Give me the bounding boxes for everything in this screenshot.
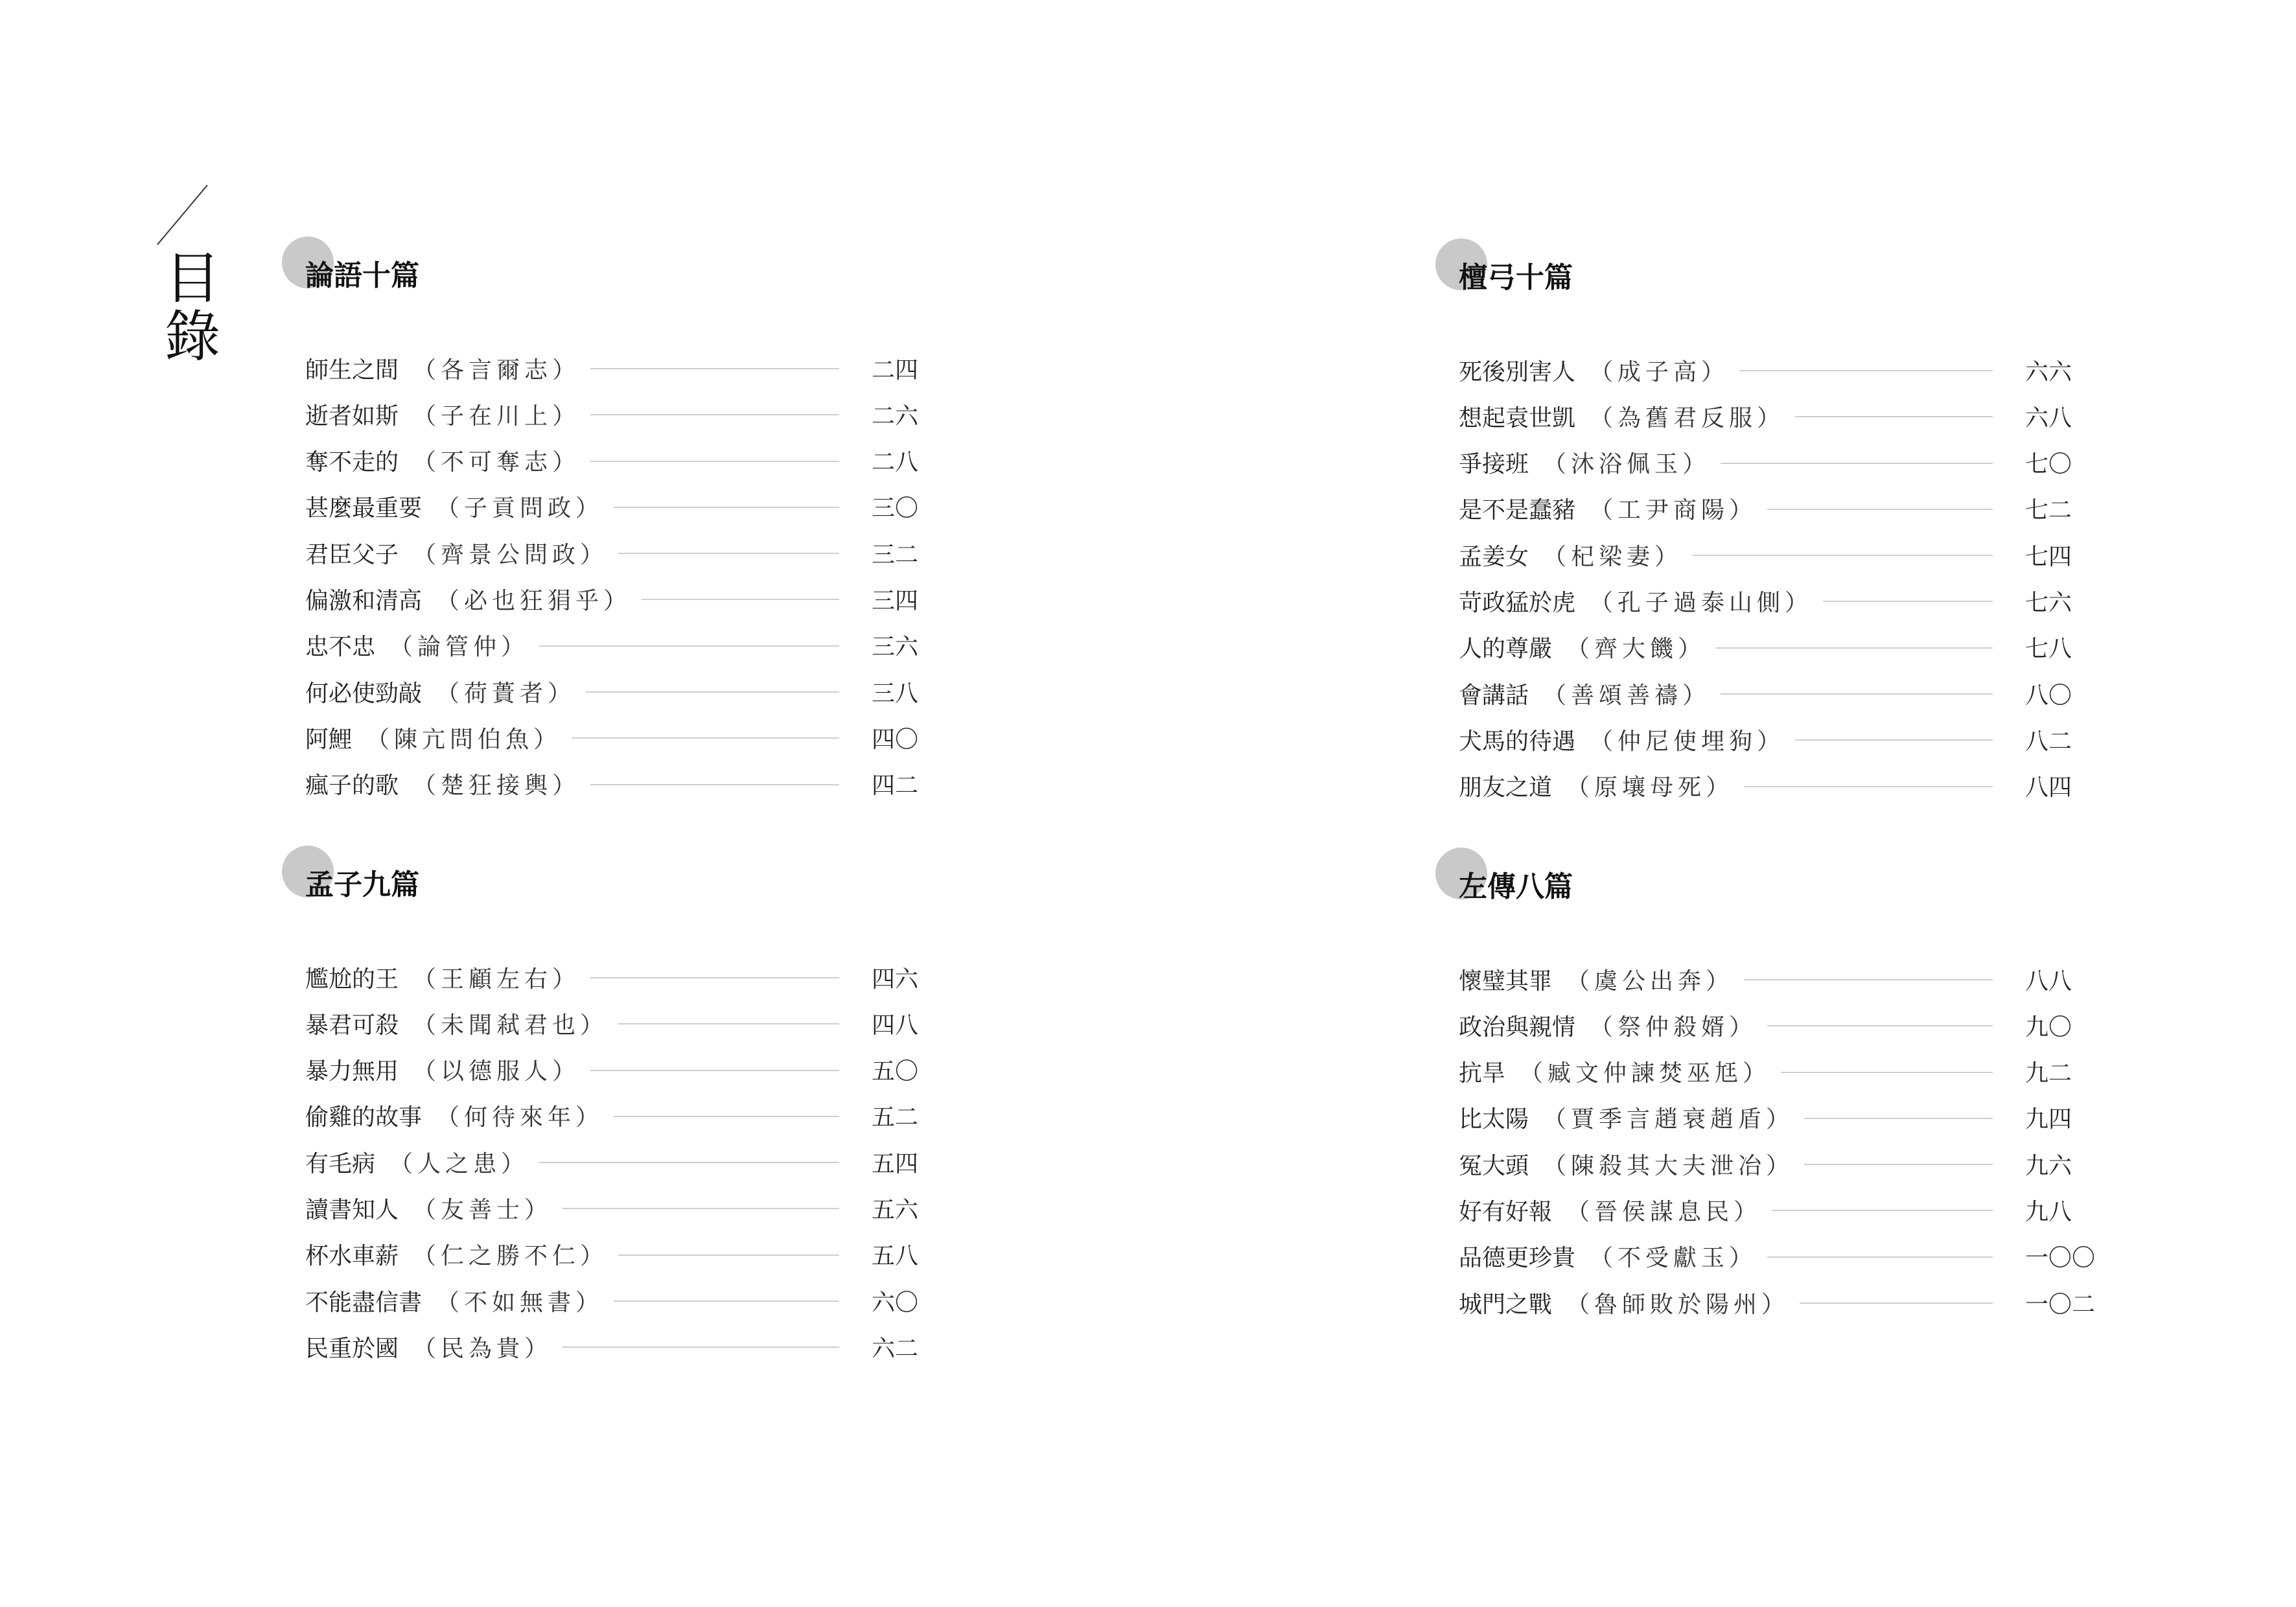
entry-label [1459, 584, 1823, 617]
entry-subtitle: （善頌善禱） [1543, 682, 1711, 709]
entry-page-number: 三四 [872, 587, 919, 614]
toc-entry[interactable] [1435, 631, 2083, 677]
entry-page-number: 八〇 [2025, 682, 2072, 709]
entry-title: 朋友之道 [1459, 774, 1553, 802]
section-header [1435, 848, 2083, 906]
section-title: 檀弓十篇 [1459, 261, 1573, 294]
entry-subtitle: （荷蕢者） [436, 680, 576, 707]
entry-label [1459, 400, 1795, 432]
entry-subtitle: （子在川上） [413, 402, 581, 430]
section-zuozhuan [1435, 848, 2096, 1332]
entry-title: 暴力無用 [305, 1058, 399, 1085]
entry-page-number: 九〇 [2025, 1013, 2072, 1041]
entry-label [305, 445, 590, 477]
entry-page-number: 七〇 [2025, 451, 2072, 478]
entry-subtitle: （齊大饑） [1566, 636, 1706, 663]
entry-page-number: 三六 [872, 634, 919, 661]
entry-subtitle: （未聞弒君也） [413, 1012, 609, 1039]
entry-subtitle: （虞公出奔） [1566, 967, 1734, 995]
entry-subtitle: （友善士） [413, 1196, 553, 1223]
entry-page-number: 八八 [2025, 967, 2072, 995]
toc-entry[interactable] [1435, 963, 2083, 1009]
entry-title: 逝者如斯 [305, 402, 399, 430]
toc-entry[interactable] [1435, 1102, 2083, 1148]
toc-entry[interactable] [1435, 400, 2083, 446]
entry-title: 阿鯉 [305, 726, 353, 753]
entry-page-number: 五二 [872, 1104, 919, 1131]
toc-entry[interactable] [282, 352, 930, 398]
entry-page-number: 八二 [2025, 728, 2072, 755]
entry-label [305, 629, 539, 662]
entry-list [282, 961, 930, 1377]
entry-page-number: 二六 [872, 402, 919, 430]
entry-page-number: 九六 [2025, 1152, 2072, 1179]
entry-page-number: 二四 [872, 356, 919, 384]
entry-subtitle: （工尹商陽） [1590, 497, 1757, 524]
entry-subtitle: （齊景公問政） [413, 541, 609, 568]
entry-label [305, 491, 614, 523]
toc-entry[interactable] [282, 1146, 930, 1192]
entry-label [305, 1330, 562, 1363]
entry-label [1459, 446, 1721, 479]
title-slash-divider [157, 185, 208, 245]
entry-subtitle: （以德服人） [413, 1058, 581, 1085]
entry-title: 犬馬的待遇 [1459, 728, 1576, 755]
entry-label [305, 583, 642, 615]
entry-title: 有毛病 [305, 1150, 376, 1177]
entry-label [1459, 1286, 1800, 1319]
entry-list [1435, 963, 2096, 1332]
entry-label [305, 1100, 614, 1132]
entry-title: 是不是蠢豬 [1459, 497, 1576, 524]
entry-subtitle: （不受獻玉） [1590, 1245, 1757, 1272]
entry-label [305, 1146, 539, 1178]
entry-page-number: 五六 [872, 1196, 919, 1223]
toc-entry[interactable] [282, 961, 930, 1007]
entry-subtitle: （孔子過泰山側） [1590, 589, 1813, 616]
entry-title: 奪不走的 [305, 449, 399, 476]
entry-label [305, 1284, 614, 1317]
entry-label [305, 1007, 618, 1039]
entry-page-number: 七六 [2025, 589, 2072, 616]
toc-entry[interactable] [1435, 1056, 2083, 1102]
toc-entry[interactable] [282, 1330, 930, 1376]
entry-title: 人的尊嚴 [1459, 636, 1553, 663]
toc-entry[interactable] [1435, 1240, 2096, 1286]
entry-title: 城門之戰 [1459, 1291, 1553, 1318]
entry-subtitle: （各言爾志） [413, 356, 581, 384]
toc-entry[interactable] [282, 1192, 930, 1238]
entry-label [1459, 1056, 1781, 1088]
entry-subtitle: （臧文仲諫焚巫尪） [1520, 1060, 1771, 1087]
entry-title: 想起袁世凱 [1459, 404, 1576, 432]
toc-entry[interactable] [282, 721, 930, 767]
entry-title: 懷璧其罪 [1459, 967, 1553, 995]
section-header [282, 237, 930, 295]
entry-page-number: 九四 [2025, 1106, 2072, 1133]
entry-page-number: 二八 [872, 449, 919, 476]
entry-page-number: 九二 [2025, 1060, 2072, 1087]
entry-page-number: 六八 [2025, 404, 2072, 432]
toc-entry[interactable] [1435, 1194, 2083, 1240]
entry-page-number: 四二 [872, 772, 919, 800]
toc-entry[interactable] [1435, 770, 2083, 816]
toc-entry[interactable] [1435, 1009, 2083, 1055]
entry-title: 冤大頭 [1459, 1152, 1529, 1179]
entry-title: 暴君可殺 [305, 1012, 399, 1039]
entry-subtitle: （子貢問政） [436, 495, 604, 522]
entry-subtitle: （仲尼使埋狗） [1590, 728, 1785, 755]
toc-entry[interactable] [1435, 677, 2083, 723]
entry-page-number: 三〇 [872, 495, 919, 522]
page-title-block [156, 185, 227, 399]
entry-title: 不能盡信書 [305, 1289, 423, 1316]
entry-title: 比太陽 [1459, 1106, 1529, 1133]
entry-label [305, 768, 590, 800]
entry-subtitle: （人之患） [389, 1150, 529, 1177]
entry-page-number: 六〇 [872, 1289, 919, 1316]
toc-entry[interactable] [282, 1238, 930, 1284]
entry-title: 尷尬的王 [305, 965, 399, 993]
page-title: 目錄 [165, 246, 220, 369]
entry-subtitle: （不如無書） [436, 1289, 604, 1316]
entry-label [305, 675, 586, 708]
entry-title: 師生之間 [305, 356, 399, 384]
entry-subtitle: （成子高） [1590, 358, 1730, 386]
entry-title: 死後別害人 [1459, 358, 1576, 386]
entry-subtitle: （沐浴佩玉） [1543, 451, 1711, 478]
entry-title: 讀書知人 [305, 1196, 399, 1223]
toc-entry[interactable] [282, 675, 930, 721]
entry-label [305, 398, 590, 430]
entry-subtitle: （民為貴） [413, 1335, 553, 1362]
entry-label [1459, 1240, 1767, 1273]
toc-entry[interactable] [1435, 584, 2083, 630]
toc-entry[interactable] [282, 1100, 930, 1146]
entry-page-number: 七二 [2025, 497, 2072, 524]
entry-label [1459, 354, 1739, 386]
section-title: 左傳八篇 [1459, 870, 1573, 903]
entry-subtitle: （陳殺其大夫泄冶） [1543, 1152, 1794, 1179]
entry-label [1459, 723, 1795, 756]
entry-label [1459, 1102, 1804, 1134]
toc-entry[interactable] [282, 1054, 930, 1100]
entry-title: 瘋子的歌 [305, 772, 399, 800]
entry-page-number: 九八 [2025, 1198, 2072, 1225]
entry-title: 民重於國 [305, 1335, 399, 1362]
entry-subtitle: （論管仲） [389, 634, 529, 661]
section-tangong [1435, 238, 2083, 816]
toc-entry[interactable] [282, 1284, 930, 1330]
entry-title: 會講話 [1459, 682, 1529, 709]
entry-label [305, 721, 572, 754]
entry-title: 孟姜女 [1459, 543, 1529, 570]
toc-entry[interactable] [282, 629, 930, 675]
entry-label [1459, 1009, 1767, 1041]
toc-entry[interactable] [282, 768, 930, 814]
section-lunyu [282, 237, 930, 814]
section-header [282, 846, 930, 904]
entry-label [1459, 1194, 1772, 1226]
entry-page-number: 一〇二 [2025, 1291, 2096, 1318]
toc-entry[interactable] [1435, 446, 2083, 492]
toc-entry[interactable] [282, 398, 930, 444]
entry-page-number: 八四 [2025, 774, 2072, 802]
toc-entry[interactable] [1435, 492, 2083, 538]
entry-page-number: 五八 [872, 1243, 919, 1270]
entry-subtitle: （仁之勝不仁） [413, 1243, 609, 1270]
entry-label [305, 1054, 590, 1086]
entry-label [305, 1238, 618, 1271]
entry-title: 好有好報 [1459, 1198, 1553, 1225]
entry-title: 政治與親情 [1459, 1013, 1576, 1041]
entry-title: 品德更珍貴 [1459, 1245, 1576, 1272]
entry-page-number: 六六 [2025, 358, 2072, 386]
toc-entry[interactable] [1435, 723, 2083, 769]
entry-title: 杯水車薪 [305, 1243, 399, 1270]
entry-page-number: 四六 [872, 965, 919, 993]
entry-label [1459, 631, 1716, 664]
entry-subtitle: （必也狂狷乎） [436, 587, 632, 614]
entry-title: 甚麼最重要 [305, 495, 423, 522]
entry-page-number: 四〇 [872, 726, 919, 753]
toc-entry[interactable] [282, 583, 930, 629]
entry-label [305, 961, 590, 993]
entry-page-number: 六二 [872, 1335, 919, 1362]
entry-label [1459, 1148, 1804, 1180]
toc-entry[interactable] [282, 445, 930, 491]
entry-title: 偷雞的故事 [305, 1104, 423, 1131]
entry-page-number: 七四 [2025, 543, 2072, 570]
section-mengzi [282, 846, 930, 1377]
entry-subtitle: （陳亢問伯魚） [366, 726, 562, 753]
entry-title: 抗旱 [1459, 1060, 1506, 1087]
entry-title: 君臣父子 [305, 541, 399, 568]
entry-title: 爭接班 [1459, 451, 1529, 478]
entry-subtitle: （杞梁妻） [1543, 543, 1683, 570]
entry-title: 何必使勁敲 [305, 680, 423, 707]
entry-page-number: 一〇〇 [2025, 1245, 2096, 1272]
entry-page-number: 七八 [2025, 636, 2072, 663]
entry-subtitle: （王顧左右） [413, 965, 581, 993]
entry-label [1459, 492, 1767, 525]
toc-entry[interactable] [1435, 1286, 2096, 1332]
entry-title: 偏激和清高 [305, 587, 423, 614]
entry-list [1435, 354, 2083, 816]
entry-label [1459, 963, 1744, 995]
entry-page-number: 五四 [872, 1150, 919, 1177]
entry-subtitle: （不可奪志） [413, 449, 581, 476]
entry-subtitle: （晉侯謀息民） [1566, 1198, 1762, 1225]
entry-subtitle: （為舊君反服） [1590, 404, 1785, 432]
entry-label [305, 352, 590, 384]
entry-subtitle: （祭仲殺婿） [1590, 1013, 1757, 1041]
entry-list [282, 352, 930, 814]
toc-entry[interactable] [1435, 538, 2083, 584]
entry-page-number: 四八 [872, 1012, 919, 1039]
toc-entry[interactable] [1435, 1148, 2083, 1194]
entry-subtitle: （魯師敗於陽州） [1566, 1291, 1790, 1318]
entry-page-number: 三八 [872, 680, 919, 707]
entry-label [305, 537, 618, 569]
section-header [1435, 238, 2083, 297]
toc-entry[interactable] [282, 537, 930, 583]
entry-title: 苛政猛於虎 [1459, 589, 1576, 616]
entry-label [1459, 538, 1693, 571]
section-title: 論語十篇 [305, 259, 419, 292]
entry-subtitle: （何待來年） [436, 1104, 604, 1131]
toc-entry[interactable] [282, 491, 930, 537]
toc-entry[interactable] [282, 1007, 930, 1053]
entry-label [305, 1192, 562, 1224]
entry-subtitle: （賈季言趙衰趙盾） [1543, 1106, 1794, 1133]
entry-label [1459, 770, 1744, 802]
entry-subtitle: （原壤母死） [1566, 774, 1734, 802]
entry-subtitle: （楚狂接輿） [413, 772, 581, 800]
toc-entry[interactable] [1435, 354, 2083, 400]
entry-page-number: 五〇 [872, 1058, 919, 1085]
entry-title: 忠不忠 [305, 634, 376, 661]
entry-label [1459, 677, 1721, 710]
entry-page-number: 三二 [872, 541, 919, 568]
section-title: 孟子九篇 [305, 868, 419, 901]
